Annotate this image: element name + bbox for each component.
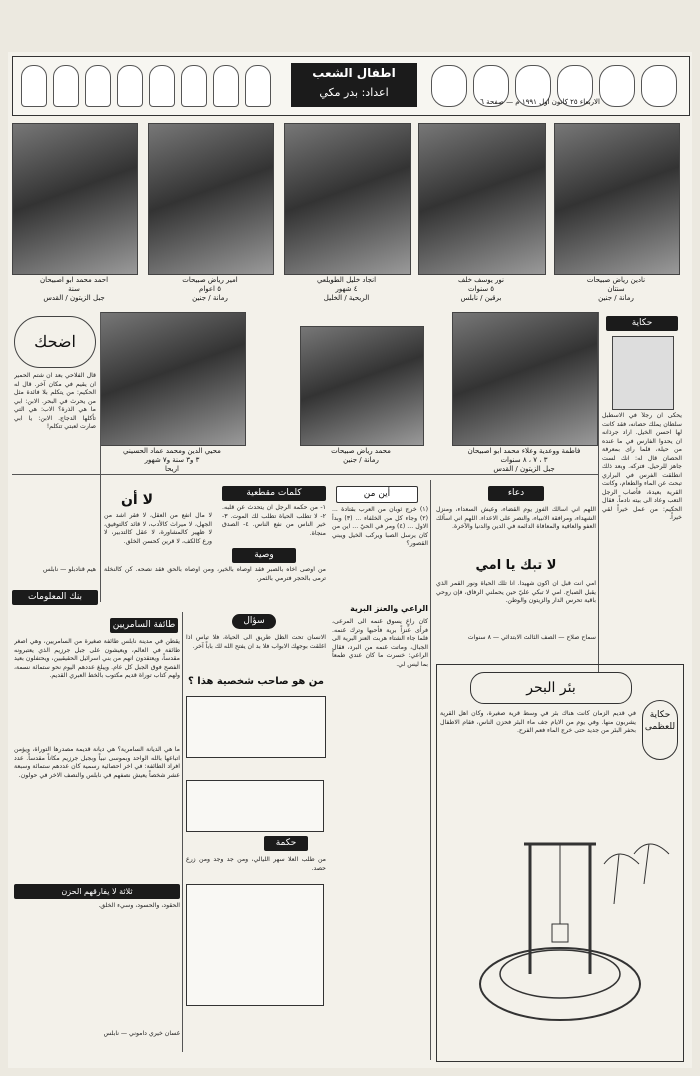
cartoon-child-icon: [149, 65, 175, 107]
ayna-text: (١) خرج ثوبان من العرب بقتادة ... (٢) وجاء كل من الخلفاء ... (٣) وبدأ الاول ... (٤) ومر في الحيّ ... اين من كان يرسل الصبا ويركب الخيل ويبني القصور؟: [332, 506, 428, 547]
child-age: سنة: [68, 285, 80, 293]
la-text: لا مال انفع من العقل، لا فقر اشد من الجهل، لا ميراث كالأدب، لا قائد كالتوفيق، لا ظهير كالمشاورة، لا عقل كالتدبير، لا ورع كالكف، لا قرين كحسن الخلق.: [104, 512, 212, 545]
wisdom-text: من طلب العلا سهر الليالي، ومن جد وجد ومن زرع حصد.: [186, 856, 326, 872]
dua-text: اللهم اني اسألك الفوز يوم القضاء، وعيش السعداء، ومنزل الشهداء، ومرافقة الانبياء، والنصر على الاعداء. اللهم اني اسألك العفو والعافية والمعافاة الدائمة في الدين والدنيا والآخرة.: [436, 506, 596, 530]
child-age: سنتان: [607, 285, 625, 293]
cartoon-comic-panel: [186, 884, 324, 1006]
story-illustration: [612, 336, 674, 410]
cartoon-child-icon: [53, 65, 79, 107]
child-photo: [452, 312, 598, 446]
child-name: نور يوسف خلف: [458, 276, 504, 284]
child-age: ٣ ، ٧ ، ٨ سنوات: [500, 456, 548, 464]
cartoon-child-icon: [21, 65, 47, 107]
three-title: ثلاثة لا يفارقهم الحزن: [14, 884, 180, 899]
cartoon-animal-icon: [641, 65, 677, 107]
la-title: لا أن: [120, 492, 154, 508]
wasiya-header: وصية: [232, 548, 296, 563]
child-place: رمانة / جنين: [598, 294, 634, 302]
ayna-header: أين من: [336, 486, 418, 503]
humor-text: قال الفلاحي بعد ان شتم الحمير ان يقيم في مكان آخر. قال له الحكيم: من يتكلم بلا فائدة مثل من يحرث في البحر. الابن: ابي ما هي الذرة؟ الاب: هي التي تأكلها الدجاج. الابن: يا ابي صارت لعبتي تتكلم!: [14, 372, 96, 430]
dua-header: دعاء: [488, 486, 544, 501]
child-name: فاطمة ووعدية وعلاء محمد ابو اصبيحان: [467, 447, 581, 455]
child-name: امير رياض صبيحات: [182, 276, 238, 284]
child-name: محمد رياض صبيحات: [331, 447, 391, 455]
column-divider: [182, 612, 183, 1052]
child-photo: [300, 326, 424, 446]
humor-title: اضحك: [14, 316, 96, 368]
riddles-header: كلمات مقطعية: [222, 486, 326, 501]
well-title: بئر البحر: [470, 672, 632, 704]
child-place: رمانة / جنين: [192, 294, 228, 302]
photo-caption: [554, 276, 678, 303]
child-name: انجاد خليل الطويلعي: [316, 276, 377, 284]
la-tabkiy-text: امي انت قبل ان اكون شهيداً. انا تلك الحياة ونور القمر الذي يقبل الصباح. امي لا تبكي عليّ حين يحملني الرفاق، فإن روحي باقية تحرس الدار والزيتون والوطن.: [436, 580, 596, 604]
photo-caption: [418, 276, 544, 303]
story2-title: حكاية للعظمى: [642, 700, 678, 760]
child-place: اريحا: [165, 465, 179, 473]
story-header: حكاية: [606, 316, 678, 331]
child-age: ٤ شهور: [335, 285, 358, 293]
question-header: سؤال: [232, 614, 276, 629]
child-place: برقين / نابلس: [460, 294, 502, 302]
column-divider: [100, 312, 101, 602]
masthead: [12, 56, 690, 116]
la-tabkiy-title: لا تبك يا امي: [475, 558, 557, 573]
child-name: احمد محمد ابو اصبيحان: [39, 276, 109, 284]
column-divider: [598, 312, 599, 672]
samirah-signature: غسان خيري داموني — نابلس: [103, 1030, 180, 1037]
story-text: يحكى ان رجلاً في الاسطبل سلطان يملك حصانه، فقد كانت لها احسن الخيل. اراد جرذانه ان يحدوا الفارس في ما عنده من حيلة، فلما راى بمعرفة الحصان قال له: انك لست جاهز للرحيل. فتركه. وبعد ذلك انطلقت الفرس في البراري تبحث عن الماء والطعام، وكانت القرية بعيدة، فأصاب الرجل التعب وعاد الى بيته نادماً. فقال الحكيم: من عمل خيراً لقي خيراً.: [602, 412, 682, 521]
samirah-text: يقطن في مدينة نابلس طائفة صغيرة من السامريين، وهي اصغر طائفة في العالم، ويعيشون على جبل جرزيم الذي يعتبرونه مقدساً، ويعتقدون انهم من بني اسرائيل الحقيقيين، ويحتفلون بعيد الفصح فوق الجبل كل عام. ويبلغ عددهم اليوم نحو ستمائة نسمة، ولهم كتاب توراة قديم مكتوب بالخط العبري القديم.: [14, 638, 180, 679]
cartoon-child-icon: [117, 65, 143, 107]
date-line: الاربعاء ٢٥ كانون اول ١٩٩١ م — صفحة ٦: [480, 98, 600, 106]
child-place: رمانة / جنين: [343, 456, 379, 464]
child-photo: [418, 123, 546, 275]
silhouette-rider-illustration: [186, 696, 326, 758]
wasiya-text: من اوصى اخاه بالصبر فقد اوصاه بالخير، ومن اوصاه بالحق فقد نصحه. كن كالنخلة ترمى بالحجر فترمي بالثمر.: [104, 566, 326, 582]
cartoon-comic-panel: [186, 780, 324, 832]
child-photo: [148, 123, 274, 275]
child-photo: [554, 123, 680, 275]
wisdom-header: حكمة: [264, 836, 308, 851]
cartoon-child-icon: [85, 65, 111, 107]
photo-caption: [284, 276, 409, 303]
photo-caption: [300, 447, 422, 465]
humor-signature: هيم قنادبلو — نابلس: [42, 566, 96, 573]
three-text: الحقود، والحسود، وسيء الخلق.: [98, 902, 180, 909]
rai-text: كان راعٍ يسوق غنمه الى المرعى، فرأى عنزاً برية فأحبها وترك غنمه. فلما جاء الشتاء هربت العنز البرية الى الجبال، وماتت غنمه من البرد، فقال الراعي: خسرت ما كان عندي طمعاً بما ليس لي.: [332, 618, 428, 668]
photo-caption: [148, 276, 272, 303]
child-age: ٥ اعوام: [198, 285, 221, 293]
child-photo: [100, 312, 246, 446]
question-text: الانسان تحت الظل طريق الى الحياة، فلا تيأس اذا اغلقت بوجهك الابواب فلا بد ان يفتح الله لك باباً آخر.: [186, 634, 326, 650]
column-divider: [430, 480, 431, 1060]
samirah-header: طائفة السامريين: [110, 618, 178, 633]
photo-caption: [100, 447, 244, 474]
child-age: ٥ سنوات: [467, 285, 495, 293]
child-place: جبل الزيتون / القدس: [493, 465, 555, 473]
child-name: محيي الدين ومحمد عماد الحسيني: [123, 447, 221, 455]
section-divider: [12, 474, 598, 475]
la-tabkiy-author: سماح صلاح — الصف الثالث الابتدائي — ٨ سنوات: [467, 634, 596, 641]
child-photo: [12, 123, 138, 275]
child-place: جبل الزيتون / القدس: [43, 294, 105, 302]
child-age: ٣ و٣ سنة و٧ شهور: [144, 456, 200, 464]
story2-text: في قديم الزمان كانت هناك بئر في وسط قرية صغيرة، وكان اهل القرية يشربون منها. وفي يوم من الايام جف ماء البئر فحزن الناس، فقام الاطفال بحفر البئر من جديد حتى خرج الماء فعم الفرح.: [440, 710, 636, 734]
photo-caption: [12, 276, 136, 303]
child-place: الريحية / الخليل: [323, 294, 370, 302]
photo-caption: [452, 447, 596, 474]
masthead-editor: اعداد: بدر مكي: [319, 86, 389, 99]
child-photo: [284, 123, 411, 275]
info-text: ما هي الديانة السامرية؟ هي ديانة قديمة مصدرها التوراة، ويؤمن اتباعها بالله الواحد وبموسى نبياً وبجبل جرزيم مكاناً مقدساً. عدد افراد الطائفة: في اخر احصائية رسمية كان عددهم ستمائة وسبعة عشر شخصاً يعيش نصفهم في نابلس والنصف الاخر في حولون.: [14, 746, 180, 779]
well-illustration: [444, 814, 676, 1050]
masthead-title: اطفال الشعب: [312, 66, 396, 80]
rai-title: الراعي والعنز البرية: [350, 604, 428, 613]
riddles-text: ١- من حكمة الرجل ان يتحدث عن قلبه. ٢- لا تطلب الحياة تطلب لك الموت. ٣- خير الناس من نفع الناس. ٤- الصدق منجاة.: [222, 504, 326, 537]
who-title: من هو صاحب شخصية هذا ؟: [188, 676, 324, 687]
info-bank-header: بنك المعلومات: [12, 590, 98, 605]
child-name: نادين رياض صبيحات: [586, 276, 646, 284]
cartoon-animal-icon: [599, 65, 635, 107]
